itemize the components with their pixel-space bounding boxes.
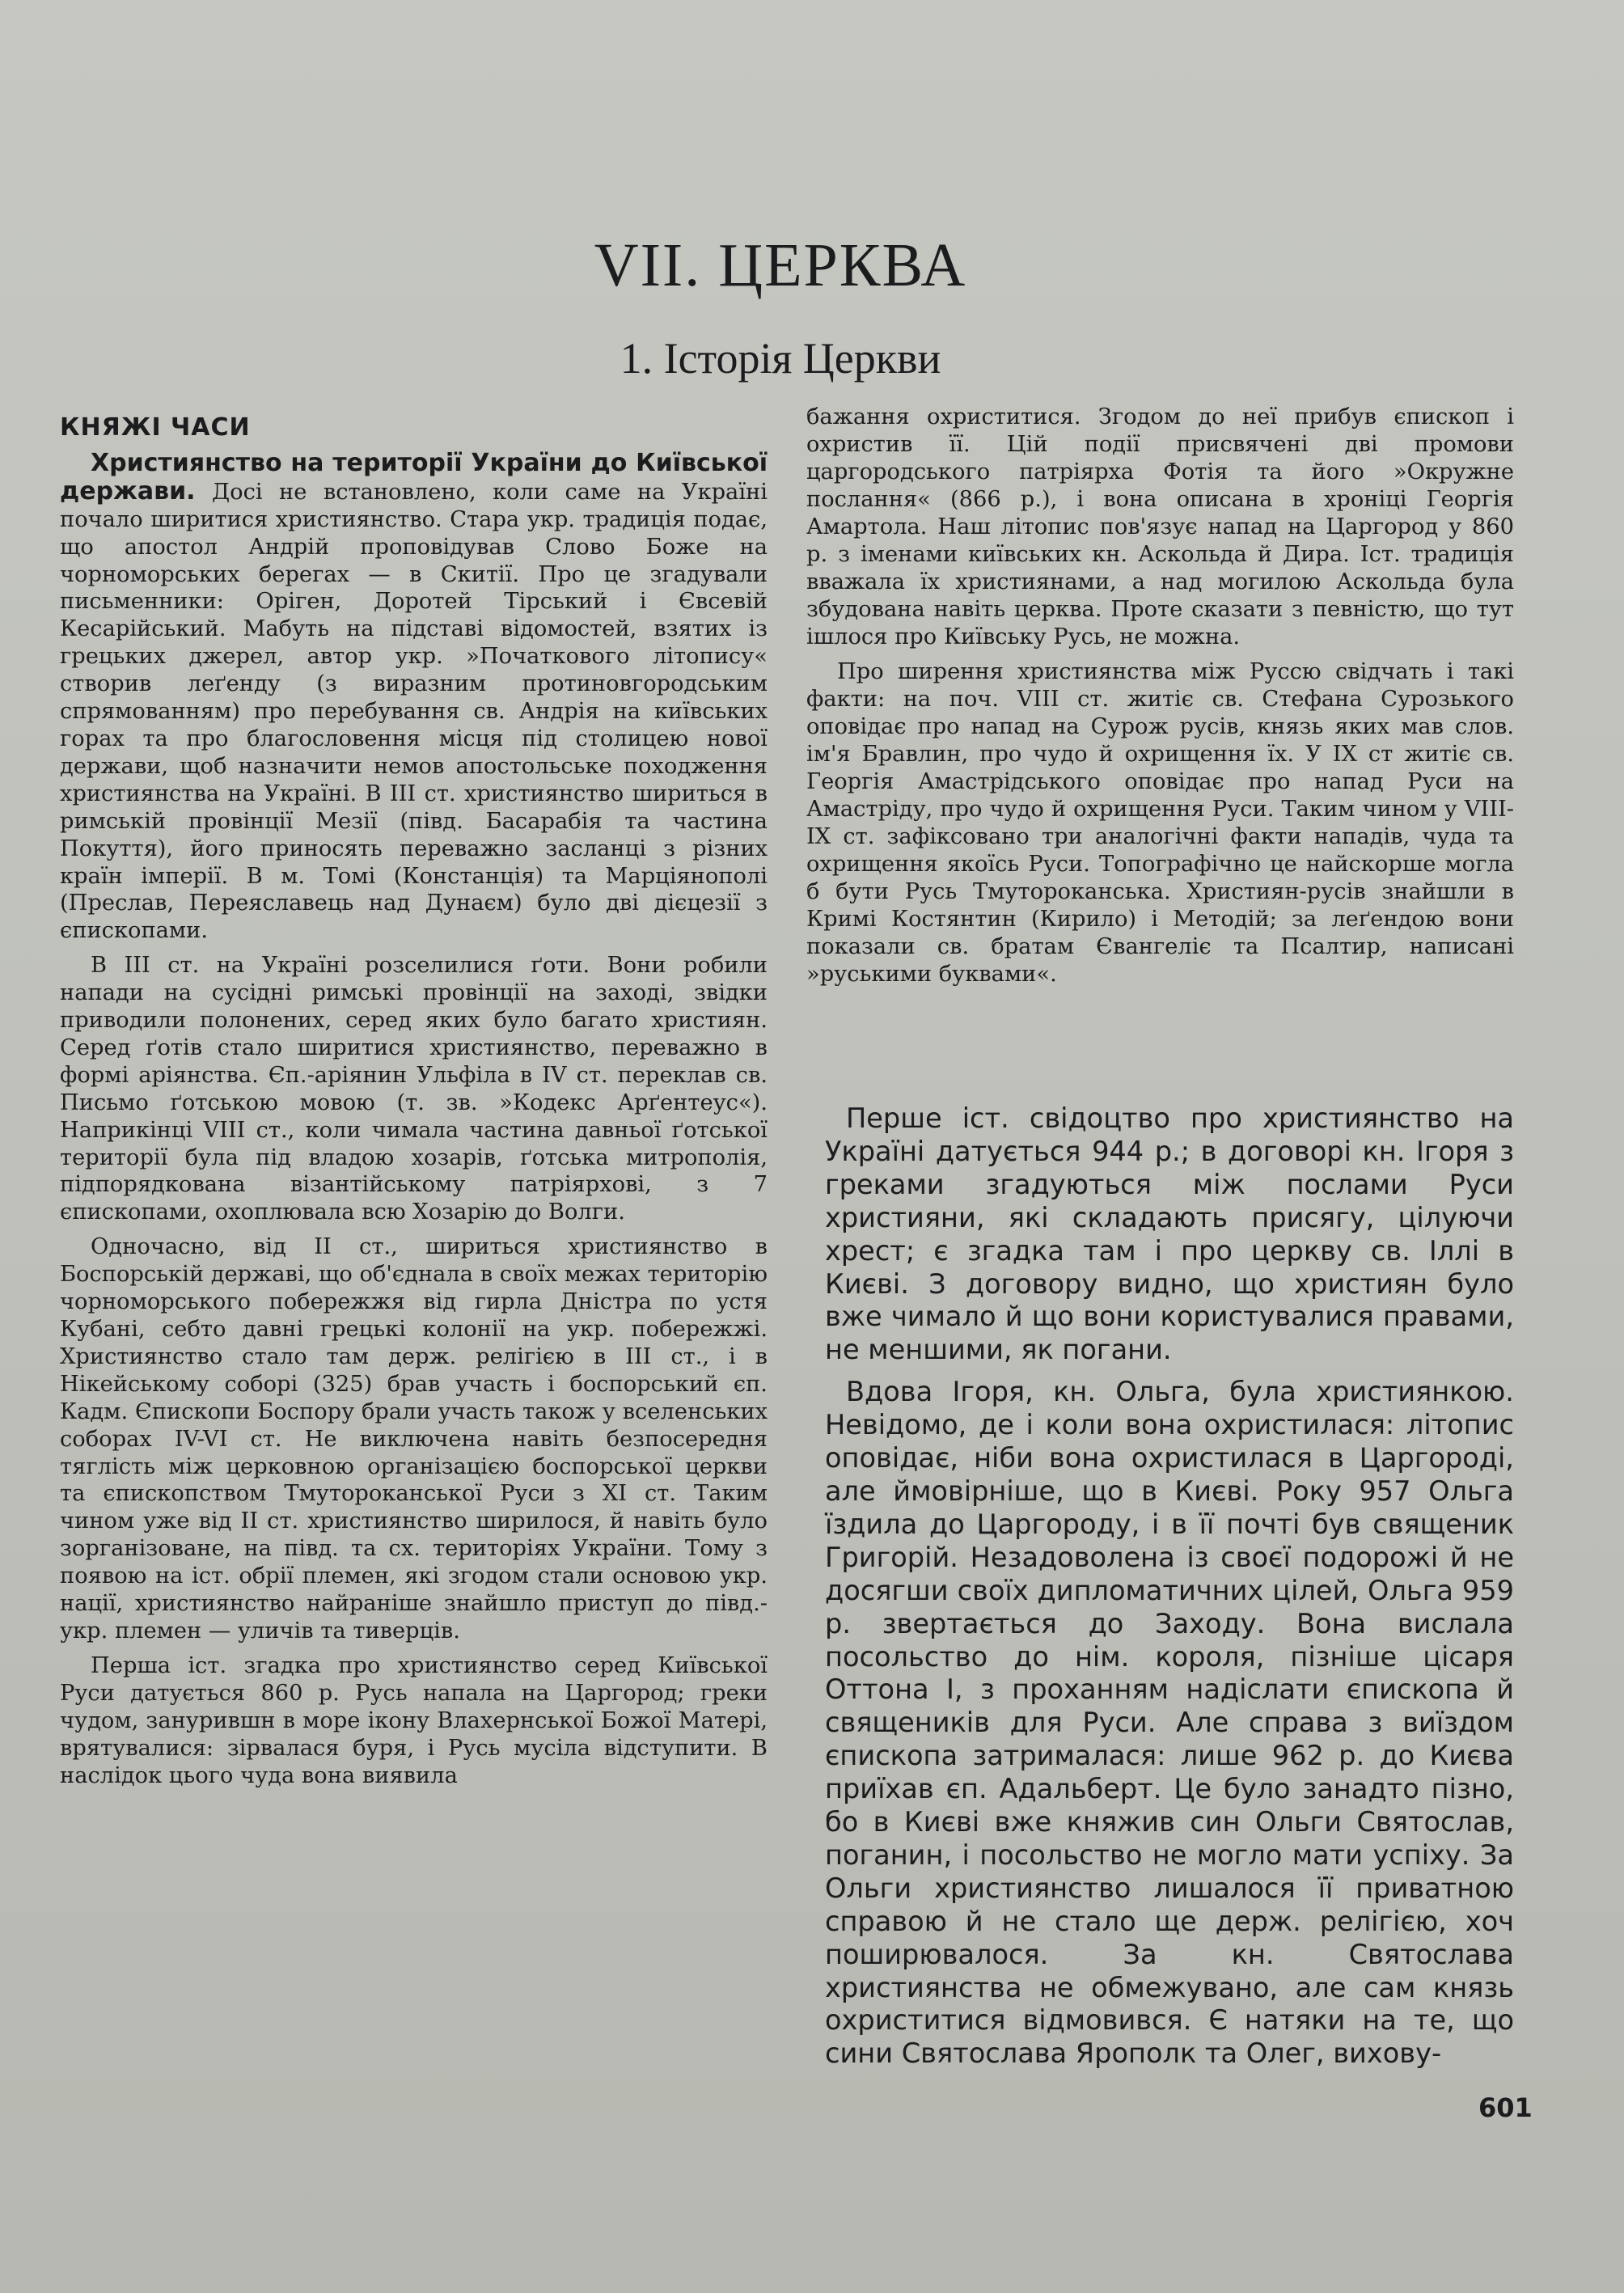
paragraph-text: Досі не встановлено, коли саме на Україні почало ширитися християнство. Стара укр. традиція подає, що апостол Андрій проповідував Слово Боже на чорноморських берегах — в Скитії. Про це згадували письменники: Оріген, Доротей Тірський і Євсевій Кесарійський. Мабуть на підставі відомостей, взятих із грецьких джерел, автор укр. »Початкового літопису« створив леґенду (з виразним протиновгородським спрямованням) про перебування св. Андрія на київських горах та про благословення місця під столицею нової держави, щоб назначити немов апостольське походження християнства на Україні. В III ст. християнство шириться в римській провінції Мезії (півд. Басарабія та частина Покуття), його приносять переважно засланці з різних країн імперії. В м. Томі (Констанція) та Марціянополі (Преслав, Переяславець над Дунаєм) було дві дієцезії з єпископами.: [60, 479, 768, 944]
paragraph: Перша іст. згадка про християнство серед Київської Руси датується 860 р. Русь напала на Царгород; греки чудом, занурившн в море ікону Влахернської Божої Матері, врятувалися: зірвалася буря, і Русь мусіла відступити. В наслідок цього чуда вона виявила: [60, 1652, 768, 1788]
chapter-title: VII. ЦЕРКВА: [594, 231, 967, 299]
paragraph: [60, 450, 768, 945]
right-column-top: [806, 404, 1514, 988]
left-column: [60, 414, 768, 1789]
page-number: 601: [1478, 2092, 1533, 2123]
paragraph: бажання охриститися. Згодом до неї прибув єпископ і охристив її. Цій події присвячені дві промови царгородського патріярха Фотія та його »Окружне послання« (866 р.), і вона описана в хроніці Георгія Амартола. Наш літопис пов'язує напад на Царгород у 860 р. з іменами київських кн. Аскольда й Дира. Іст. традиція вважала їх християнами, а над могилою Аскольда була збудована навіть церква. Проте сказати з певністю, що тут ішлося про Київську Русь, не можна.: [806, 404, 1514, 649]
paragraph-lead: Християнство на території України до Київської держави.: [60, 448, 768, 506]
right-column-bottom: [825, 1102, 1514, 2071]
section-title: 1. Історія Церкви: [620, 334, 941, 383]
paragraph: Про ширення християнства між Руссю свідчать і такі факти: на поч. VIII ст. житіє св. Стефана Сурозького оповідає про напад на Сурож русів, князь яких мав слов. ім'я Бравлин, про чудо й охрищення їх. У IX ст житіє св. Георгія Амастрідського оповідає про напад Руси на Амастріду, про чудо й охрищення Руси. Таким чином у VIII-IX ст. зафіксовано три аналогічні факти нападів, чуда та охрищення якоїсь Руси. Топографічно це найскорше могла б бути Русь Тмутороканська. Християн-русів знайшли в Кримі Костянтин (Кирило) і Методій; за леґендою вони показали св. братам Євангеліє та Псалтир, написані »руськими буквами«.: [806, 659, 1514, 987]
paragraph: Одночасно, від II ст., шириться християнство в Боспорській державі, що об'єднала в своїх межах територію чорноморського побережжя від гирла Дністра по устя Кубані, себто давні грецькі колонії на укр. побережжі. Християнство стало там держ. релігією в III ст., і в Нікейському соборі (325) брав участь і боспорський єп. Кадм. Єпископи Боспору брали участь також у вселенських соборах IV-VI ст. Не виключена навіть безпосередня тяглість між церковною організацією боспорської церкви та єпископством Тмутороканської Руси з XI ст. Таким чином уже від II ст. християнство ширилося, й навіть було зорганізоване, на півд. та сх. територіях України. Тому з появою на іст. обрії племен, які згодом стали основою укр. нації, християнство найраніше знайшло приступ до півд.-укр. племен — уличів та тиверців.: [60, 1234, 768, 1644]
subheading: КНЯЖІ ЧАСИ: [60, 413, 251, 442]
paragraph: В III ст. на Україні розселилися ґоти. Вони робили напади на сусідні римські провінції на заході, звідки приводили полонених, серед яких було багато християн. Серед ґотів стало ширитися християнство, переважно в формі аріянства. Єп.-аріянин Ульфіла в IV ст. переклав св. Письмо ґотською мовою (т. зв. »Кодекс Арґентеус«). Наприкінці VIII ст., коли чимала частина давньої ґотської території була під владою хозарів, ґотська митрополія, підпорядкована візантійському патріярхові, з 7 єпископами, охоплювала всю Хозарію до Волги.: [60, 953, 768, 1225]
paragraph: Вдова Ігоря, кн. Ольга, була християнкою. Невідомо, де і коли вона охристилася: літопис оповідає, ніби вона охристилася в Царгороді, але ймовірніше, що в Києві. Року 957 Ольга їздила до Царгороду, і в її почті був священик Григорій. Незадоволена із своєї подорожі й не досягши своїх дипломатичних цілей, Ольга 959 р. звертається до Заходу. Вона вислала посольство до нім. короля, пізніше цісаря Оттона I, з проханням надіслати єпископа й священиків для Руси. Але справа з виїздом єпископа затрималася: лише 962 р. до Києва приїхав єп. Адальберт. Це було занадто пізно, бо в Києві вже княжив син Ольги Святослав, поганин, і посольство не могло мати успіху. За Ольги християнство лишалося її приватною справою й не стало ще держ. релігією, хоч поширювалося. За кн. Святослава християнства не обмежувано, але сам князь охриститися відмовився. Є натяки на те, що сини Святослава Ярополк та Олег, вихову-: [825, 1376, 1514, 2070]
paragraph: Перше іст. свідоцтво про християнство на Україні датується 944 р.; в договорі кн. Ігоря з греками згадуються між послами Руси християни, які складають присягу, цілуючи хрест; є згадка там і про церкву св. Іллі в Києві. З договору видно, що християн було вже чимало й що вони користувалися правами, не меншими, як погани.: [825, 1102, 1514, 1366]
